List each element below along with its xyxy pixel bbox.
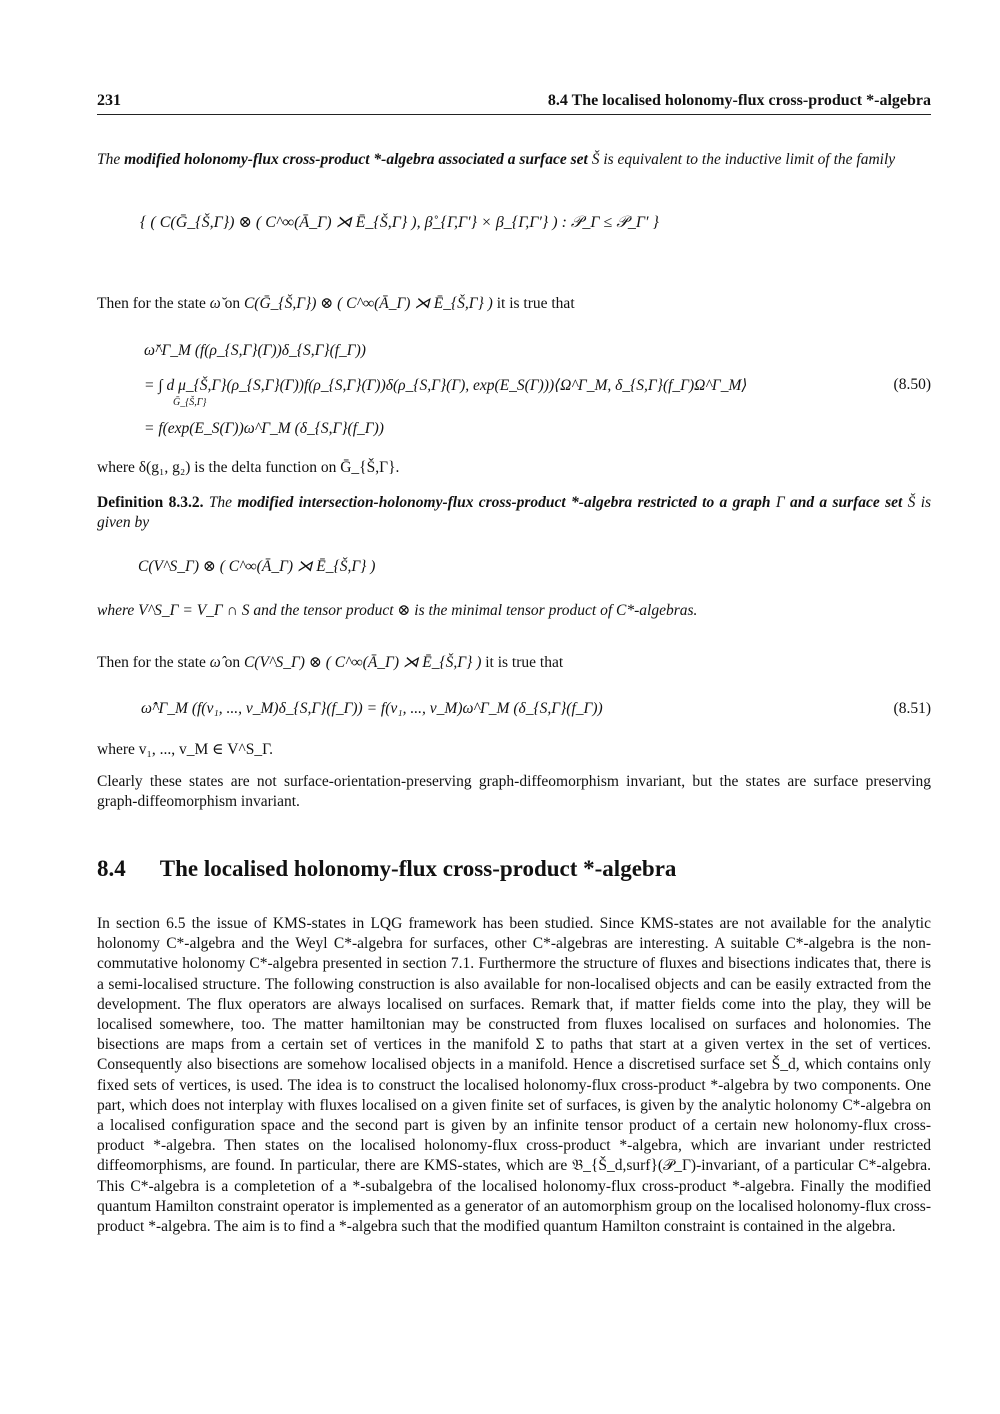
section-heading	[97, 856, 931, 882]
then2-state: ω̂	[209, 654, 221, 671]
then2-algebra: C(V^S_Γ) ⊗ ( C^∞(Ā_Γ) ⋊ Ē_{Š,Γ} )	[243, 654, 482, 671]
definition-where: where V^S_Γ = V_Γ ∩ S and the tensor product ⊗ is the minimal tensor product of C*-algebras.	[97, 602, 698, 619]
then2-on: on	[224, 654, 241, 671]
section-number: 8.4	[97, 856, 126, 881]
then2-pre: Then for the state	[97, 654, 206, 671]
then2-post: it is true that	[485, 654, 564, 671]
clearly-paragraph: Clearly these states are not surface-orientation-preserving graph-diffeomorphism invariant, but the states are surface preserving graph-diffeomorphism invariant.	[97, 773, 931, 810]
then-state-1	[97, 294, 931, 314]
def-text3: Š is given by	[97, 494, 932, 531]
then1-algebra: C(Ḡ_{Š,Γ}) ⊗ ( C^∞(Ā_Γ) ⋊ Ē_{Š,Γ} )	[243, 295, 493, 312]
definition-label: Definition 8.3.2.	[97, 494, 204, 511]
equation-number-8-50: (8.50)	[893, 376, 931, 393]
prop-pre: The	[97, 151, 121, 168]
eq850-line1: ω̆^Γ_M (f(ρ_{S,Γ}(Γ))δ_{S,Γ}(f_Γ))	[144, 342, 366, 359]
running-title: 8.4 The localised holonomy-flux cross-product *-algebra	[547, 92, 931, 109]
def-text2: Γ	[775, 494, 785, 511]
equation-8-51	[97, 700, 931, 724]
def-bold1: modified intersection-holonomy-flux cross-product *-algebra restricted to a graph	[237, 494, 771, 511]
running-header	[97, 92, 931, 115]
definition-8-3-2	[97, 493, 931, 533]
family-equation: { ( C(Ḡ_{Š,Γ}) ⊗ ( C^∞(Ā_Γ) ⋊ Ē_{Š,Γ} ), β̊_{Γ,Γ′} × β_{Γ,Γ′} ) : 𝒫_Γ ≤ 𝒫_Γ′ }	[140, 214, 659, 231]
section-body: In section 6.5 the issue of KMS-states in LQG framework has been studied. Since KMS-states are not available for the analytic holonomy C*-algebra and the Weyl C*-algebra for surfaces, other C*-algebras are interesting. A suitable C*-algebra is the non-commutative holonomy C*-algebra presented in section 7.1. Furthermore the structure of fluxes and bisections indicates that, there is a semi-localised structure. The following construction is also available for non-localised objects and can be easily extracted from the development. The flux operators are always localised on surfaces. Remark that, if matter fields come into the play, they will be localised somewhere, too. The matter hamiltonian may be constructed from fluxes localised on surfaces and holonomies. The bisections are maps from a certain set of vertices in the manifold Σ to paths that start at a given vertex in the set of vertices. Consequently also bisections are somehow localised objects in a manifold. Hence a discretised surface set Š_d, which contains only fixed sets of vertices, is used. The idea is to construct the localised holonomy-flux cross-product *-algebra by two components. One part, which does not interplay with fluxes localised on a given finite set of surfaces, is given by the analytic holonomy C*-algebra on a localised configuration space and the second part is given by an infinite tensor product of a certain new holonomy-flux cross-product *-algebra. Then states on the localised holonomy-flux cross-product *-algebra, which are invariant under restricted diffeomorphisms, are found. In particular, there are KMS-states, which are 𝔅_{Š_d,surf}(𝒫_Γ)-invariant, of a particular C*-algebra. This C*-algebra is a completetion of a *-subalgebra of the localised holonomy-flux cross-product *-algebra. Finally the modified quantum Hamilton constraint operator is implemented as a generator of an automorphism group on the localised holonomy-flux cross-product *-algebra. The aim is to find a *-algebra such that the modified quantum Hamilton constraint is contained in the algebra.	[97, 915, 931, 1236]
section-title: The localised holonomy-flux cross-product *-algebra	[159, 856, 677, 881]
then1-pre: Then for the state	[97, 295, 206, 312]
then1-post: it is true that	[496, 295, 575, 312]
then1-on: on	[224, 295, 241, 312]
then1-state: ω̆	[209, 295, 221, 312]
prop-post: Š is equivalent to the inductive limit of the family	[591, 151, 896, 168]
where-delta: where δ(g₁, g₂) is the delta function on Ḡ_{Š,Γ}.	[97, 459, 400, 476]
eq850-line3: = f(exp(E_S(Γ))ω^Γ_M (δ_{S,Γ}(f_Γ))	[144, 420, 384, 437]
definition-formula: C(V^S_Γ) ⊗ ( C^∞(Ā_Γ) ⋊ Ē_{Š,Γ} )	[138, 558, 376, 575]
prop-bold: modified holonomy-flux cross-product *-algebra associated a surface set	[124, 151, 588, 168]
def-bold2: and a surface set	[789, 494, 903, 511]
eq851-formula: ω̂^Γ_M (f(v₁, ..., v_M)δ_{S,Γ}(f_Γ)) = f(v₁, ..., v_M)ω^Γ_M (δ_{S,Γ}(f_Γ))	[141, 700, 603, 717]
equation-8-50	[97, 340, 931, 440]
proposition-intro	[97, 150, 931, 170]
eq850-line2: = ∫ d μ_{Š,Γ}(ρ_{S,Γ}(Γ))f(ρ_{S,Γ}(Γ))δ(ρ_{S,Γ}(Γ), exp(E_S(Γ)))⟨Ω^Γ_M, δ_{S,Γ}(f_Γ)Ω^Γ_M⟩	[144, 377, 748, 394]
then-state-2	[97, 653, 931, 673]
def-text1: The	[208, 494, 233, 511]
equation-number-8-51: (8.51)	[893, 700, 931, 717]
eq850-integral-domain: Ḡ_{Š,Γ}	[173, 397, 207, 408]
where-vertices: where v₁, ..., v_M ∈ V^S_Γ.	[97, 741, 274, 758]
page-number: 231	[97, 92, 121, 109]
